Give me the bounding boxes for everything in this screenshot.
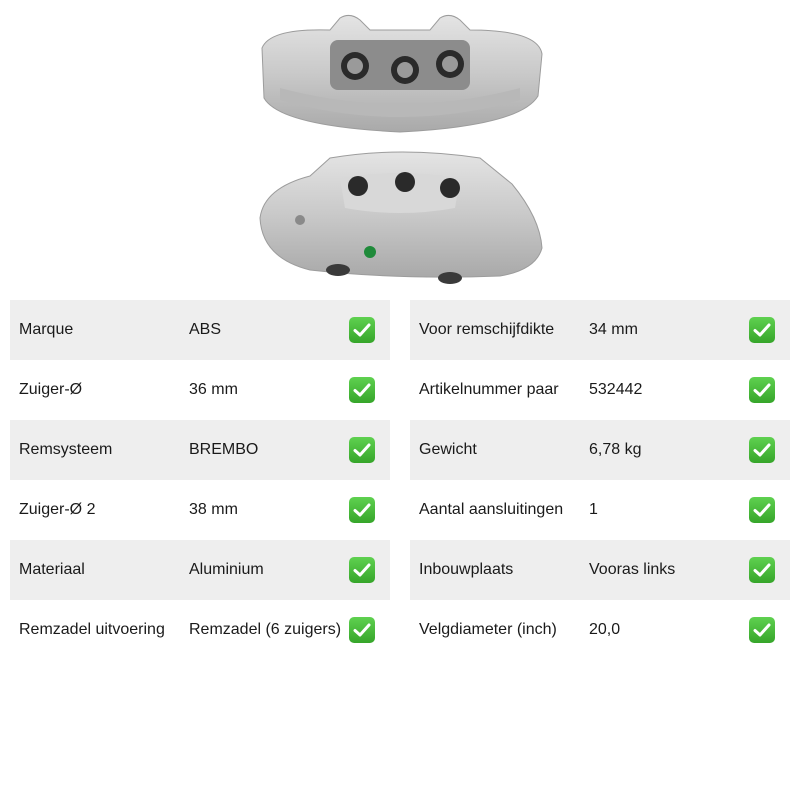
check-icon	[749, 377, 775, 403]
spec-value: ABS	[189, 321, 222, 338]
spec-table-left	[10, 300, 390, 660]
spec-value: 34 mm	[589, 321, 638, 338]
spec-row	[410, 480, 790, 540]
check-icon	[349, 497, 375, 523]
spec-row	[10, 540, 390, 600]
check-icon	[749, 497, 775, 523]
spec-value: BREMBO	[189, 441, 259, 458]
spec-value: Aluminium	[189, 561, 264, 578]
spec-row	[10, 360, 390, 420]
check-icon	[749, 557, 775, 583]
spec-label: Velgdiameter (inch)	[419, 621, 557, 638]
spec-label: Artikelnummer paar	[419, 381, 559, 398]
spec-label: Remsysteem	[19, 441, 113, 458]
spec-row	[410, 540, 790, 600]
check-icon	[749, 617, 775, 643]
spec-row	[410, 360, 790, 420]
spec-label: Remzadel uitvoering	[19, 621, 165, 638]
spec-label: Materiaal	[19, 561, 85, 578]
brake-caliper-image	[250, 8, 550, 288]
spec-label: Inbouwplaats	[419, 561, 514, 578]
spec-value: Vooras links	[589, 561, 676, 578]
spec-row	[410, 600, 790, 660]
spec-row	[10, 300, 390, 360]
spec-value: 1	[589, 501, 598, 518]
check-icon	[749, 317, 775, 343]
spec-value: 6,78 kg	[589, 441, 642, 458]
spec-row	[410, 420, 790, 480]
spec-value: 532442	[589, 381, 643, 398]
check-icon	[349, 317, 375, 343]
spec-value: 38 mm	[189, 501, 238, 518]
spec-row	[10, 420, 390, 480]
spec-value: 36 mm	[189, 381, 238, 398]
check-icon	[349, 437, 375, 463]
check-icon	[349, 377, 375, 403]
spec-label: Voor remschijfdikte	[419, 321, 555, 338]
spec-label: Zuiger-Ø	[19, 381, 83, 398]
check-icon	[349, 617, 375, 643]
spec-label: Aantal aansluitingen	[419, 501, 564, 518]
spec-table-right	[410, 300, 790, 660]
spec-row	[10, 600, 390, 660]
spec-label: Zuiger-Ø 2	[19, 501, 96, 518]
check-icon	[349, 557, 375, 583]
spec-row	[410, 300, 790, 360]
spec-label: Marque	[19, 321, 74, 338]
check-icon	[749, 437, 775, 463]
spec-row	[10, 480, 390, 540]
spec-label: Gewicht	[419, 441, 477, 458]
spec-value: Remzadel (6 zuigers)	[189, 621, 342, 638]
spec-value: 20,0	[589, 621, 621, 638]
